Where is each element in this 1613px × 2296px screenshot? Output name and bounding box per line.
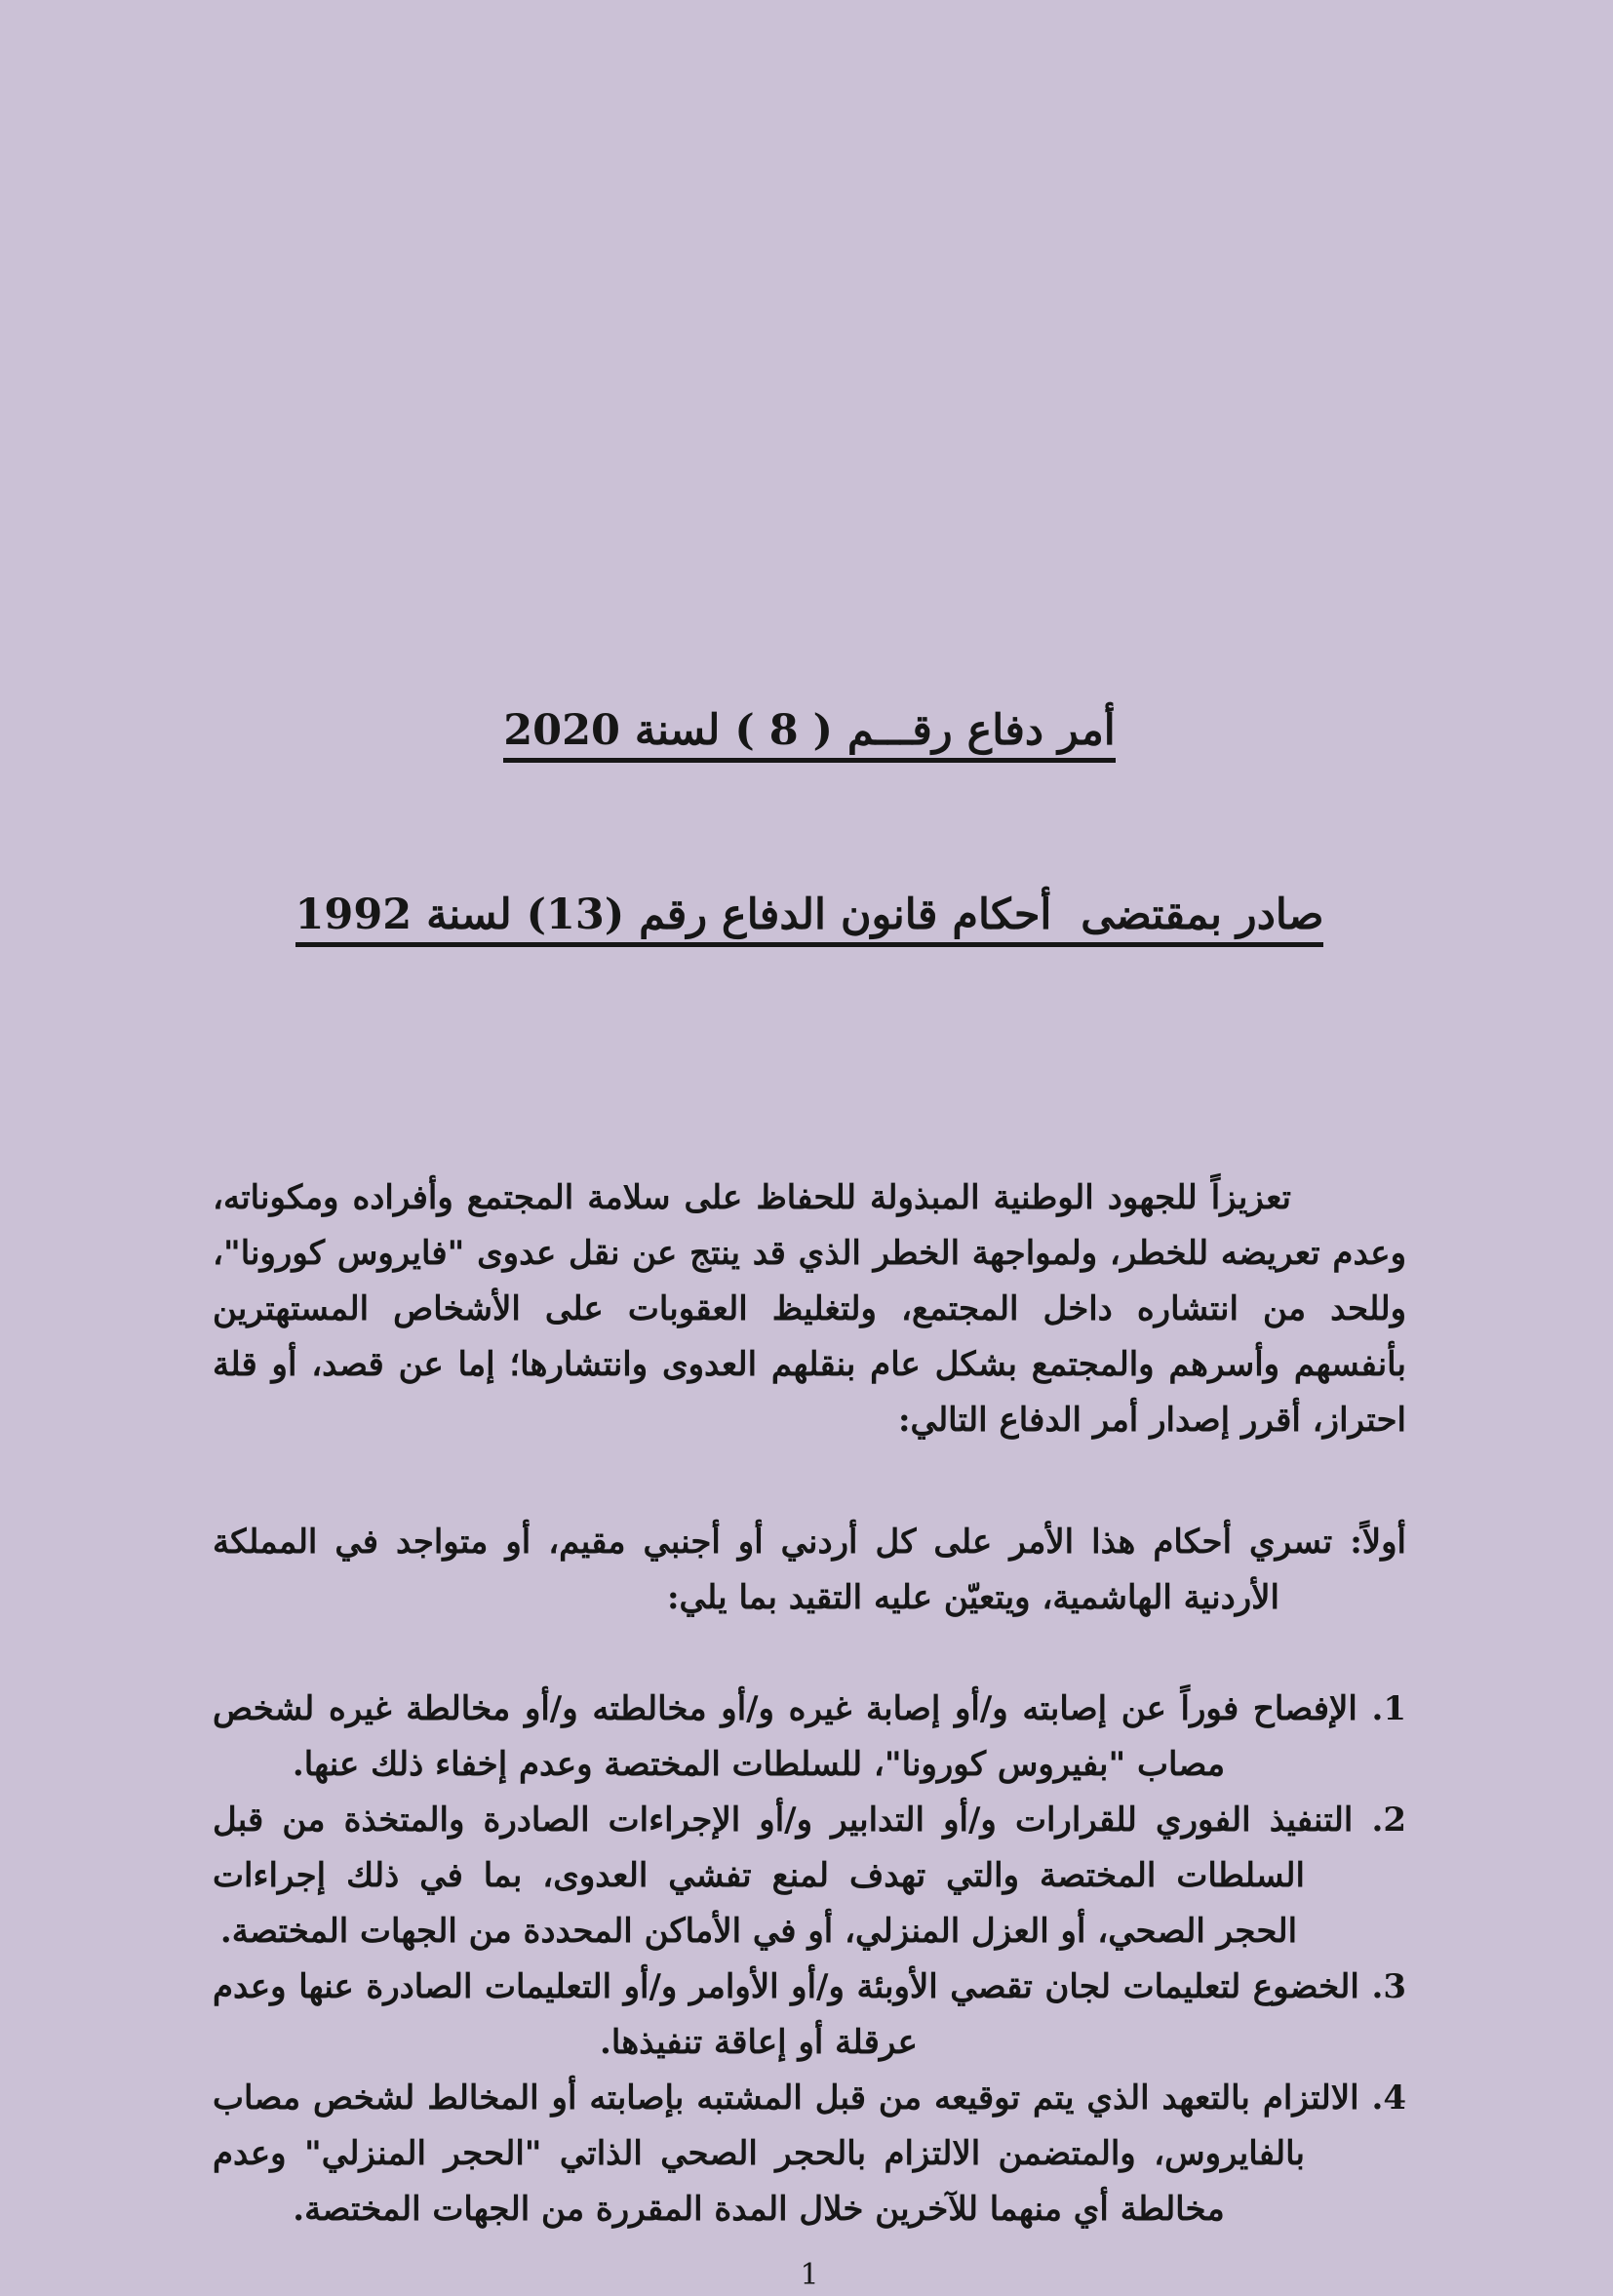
title-block	[213, 577, 1406, 1069]
title-line-1	[213, 700, 1406, 762]
title-line-1-text: أمر دفاع رقـــم ( 8 ) لسنة 2020	[503, 706, 1115, 763]
intro-paragraph: تعزيزاً للجهود الوطنية المبذولة للحفاظ على سلامة المجتمع وأفراده ومكوناته، وعدم تعريضه للخطر، ولمواجهة الخطر الذي قد ينتج عن نقل عدوى "فايروس كورونا"، وللحد من انتشاره داخل المجتمع، ولتغليظ العقوبات على الأشخاص المستهترين بأنفسهم وأسرهم والمجتمع بشكل عام بنقلهم العدوى وانتشارها؛ إما عن قصد، أو قلة احتراز، أقرر إصدار أمر الدفاع التالي:	[213, 1178, 1406, 1440]
list-item-1	[213, 1682, 1406, 1793]
obligations-list	[213, 1682, 1406, 2237]
title-line-2	[213, 885, 1406, 946]
item-4-text: الالتزام بالتعهد الذي يتم توقيعه من قبل المشتبه بإصابته أو المخالط لشخص مصاب بالفايروس، والمتضمن الالتزام بالحجر الصحي الذاتي "الحجر المنزلي" وعدم مخالطة أي منهما للآخرين خلال المدة المقررة من الجهات المختصة.	[213, 2078, 1359, 2229]
document-content	[213, 0, 1406, 2296]
item-3-text: الخضوع لتعليمات لجان تقصي الأوبئة و/أو الأوامر و/أو التعليمات الصادرة عنها وعدم عرقلة أو إعاقة تنفيذها.	[213, 1967, 1359, 2062]
title-line-2-text: صادر بمقتضى أحكام قانون الدفاع رقم (13) لسنة 1992	[295, 891, 1324, 947]
item-1-text: الإفصاح فوراً عن إصابته و/أو إصابة غيره و/أو مخالطته و/أو مخالطة غيره لشخص مصاب "بفيروس كورونا"، للسلطات المختصة وعدم إخفاء ذلك عنها.	[213, 1689, 1357, 1784]
item-2-text: التنفيذ الفوري للقرارات و/أو التدابير و/أو الإجراءات الصادرة والمتخذة من قبل السلطات المختصة والتي تهدف لمنع تفشي العدوى، بما في ذلك إجراءات الحجر الصحي، أو العزل المنزلي، أو في الأماكن المحددة من الجهات المختصة.	[213, 1801, 1354, 1951]
item-4-number: 4.	[1371, 2078, 1406, 2118]
list-item-3	[213, 1960, 1406, 2071]
list-item-2	[213, 1793, 1406, 1960]
item-3-number: 3.	[1371, 1967, 1406, 2006]
item-1-number: 1.	[1371, 1689, 1406, 1728]
first-clause-paragraph: أولاً: تسري أحكام هذا الأمر على كل أردني أو أجنبي مقيم، أو متواجد في المملكة الأردنية الهاشمية، ويتعيّن عليه التقيد بما يلي:	[213, 1523, 1406, 1617]
page-number: 1	[800, 2258, 819, 2292]
list-item-4	[213, 2071, 1406, 2237]
item-2-number: 2.	[1371, 1801, 1406, 1840]
